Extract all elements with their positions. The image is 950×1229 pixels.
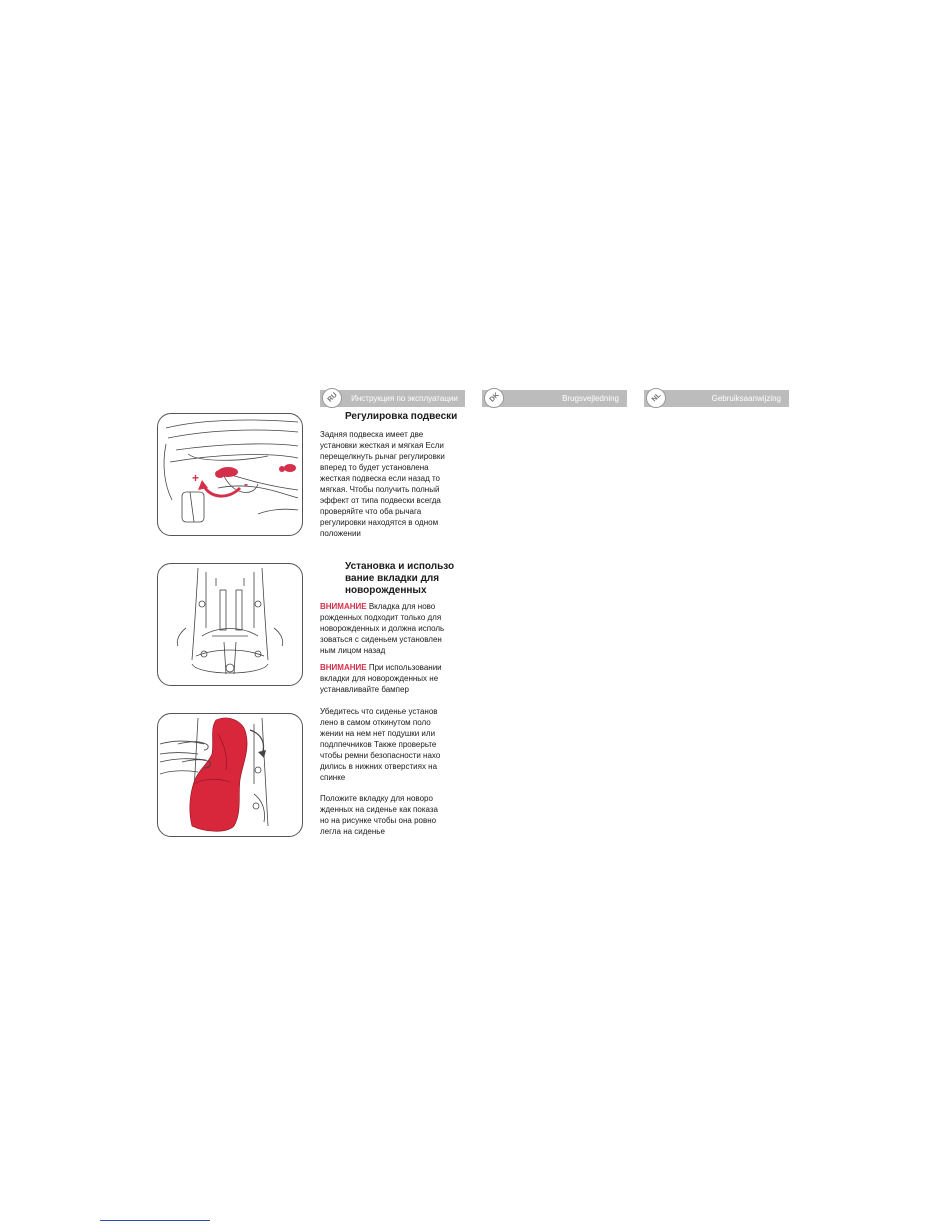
text-line: ным лицом назад [320, 646, 386, 655]
warning-label: ВНИМАНИЕ [320, 602, 367, 611]
suspension-drawing [158, 414, 302, 535]
text-line: зоваться с сиденьем установлен [320, 635, 442, 644]
illustration-newborn-insert [157, 713, 303, 837]
section2-heading [345, 561, 454, 597]
lang-bar-dk [482, 390, 627, 407]
text-line: жении на нем нет подушки или [320, 729, 436, 738]
text-line: лено в самом откинутом поло [320, 718, 431, 727]
warning1-text [320, 601, 466, 656]
text-line: рожденных подходит только для [320, 613, 442, 622]
lang-badge-nl: NL [646, 388, 666, 408]
lang-title-ru: Инструкция по эксплуатации [351, 394, 458, 403]
section2-para4 [320, 793, 466, 837]
warning2-text [320, 662, 466, 695]
lang-bar-nl [644, 390, 789, 407]
seat-drawing [158, 564, 302, 685]
text-line: проверяйте что оба рычага [320, 507, 422, 516]
text-line [320, 662, 466, 673]
warning-label: ВНИМАНИЕ [320, 663, 367, 672]
text-line: эффект от типа подвески всегда [320, 496, 441, 505]
text-line: вперед то будет установлена [320, 463, 429, 472]
text-line: Положите вкладку для новоро [320, 794, 433, 803]
text-line: устанавливайте бампер [320, 685, 409, 694]
illustration-suspension-lever [157, 413, 303, 536]
text-line: чтобы ремни безопасности нахо [320, 751, 441, 760]
text-line: новорожденных и должна исполь [320, 624, 445, 633]
text-line: подлпечников Также проверьте [320, 740, 437, 749]
lang-title-dk: Brugsvejledning [562, 394, 619, 403]
text-line: но на рисунке чтобы она ровно [320, 816, 437, 825]
illustration-seat-harness [157, 563, 303, 686]
section1-text [320, 429, 466, 539]
text-line: перещелкнуть рычаг регулировки [320, 452, 445, 461]
text-line: положении [320, 529, 361, 538]
lang-badge-dk: DK [484, 388, 504, 408]
section2-para3 [320, 706, 466, 783]
section1-heading: Регулировка подвески [345, 411, 458, 422]
warning-first: При использовании [366, 663, 442, 672]
text-line: регулировки находятся в одном [320, 518, 439, 527]
lang-title-nl: Gebruiksaanwijzing [711, 394, 781, 403]
text-line: легла на сиденье [320, 827, 385, 836]
fold-arrow-icon [250, 730, 264, 754]
text-line: спинке [320, 773, 346, 782]
lang-badge-ru: RU [322, 388, 342, 408]
text-line: установки жесткая и мягкая Если [320, 441, 444, 450]
insert-drawing [158, 714, 302, 836]
heading-line: Установка и использо [345, 561, 455, 572]
text-line: вкладки для новорожденных не [320, 674, 439, 683]
text-line: жесткая подвеска если назад то [320, 474, 440, 483]
text-line: жденных на сиденье как показа [320, 805, 438, 814]
footer-link-underline [100, 1220, 210, 1221]
text-line: дились в нижних отверстиях на [320, 762, 438, 771]
heading-line: вание вкладки для [345, 573, 440, 584]
plus-label: + [192, 471, 200, 485]
heading-line: новорожденных [345, 585, 427, 596]
text-line [320, 601, 466, 612]
minus-label: - [244, 477, 248, 491]
lang-bar-ru [320, 390, 465, 407]
text-line: Задняя подвеска имеет две [320, 430, 424, 439]
text-line: мягкая. Чтобы получить полный [320, 485, 440, 494]
text-line: Убедитесь что сиденье установ [320, 707, 438, 716]
warning-first: Вкладка для ново [366, 602, 436, 611]
